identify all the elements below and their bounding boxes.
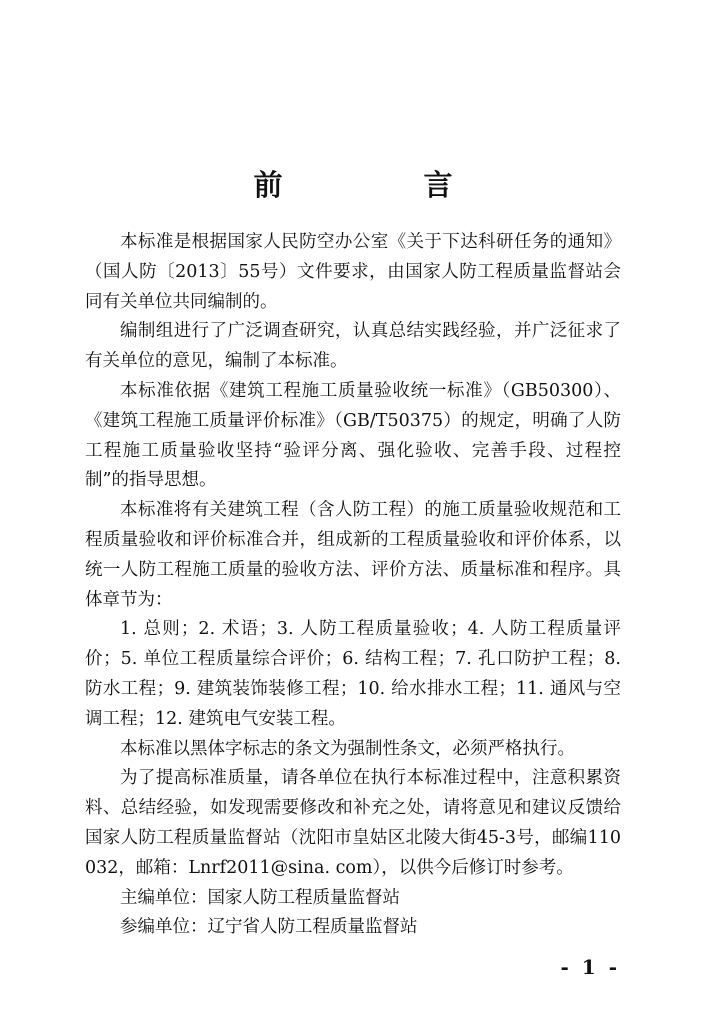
paragraph-references: 本标准依据《建筑工程施工质量验收统一标准》（GB50300）、《建筑工程施工质量评价标准》（GB/T50375）的规定，明确了人防工程施工质量验收坚持“验评分离、强化验收、完善手段、过程控制”的指导思想。 [85,380,621,491]
paragraph-chapters: 1. 总则；2. 术语；3. 人防工程质量验收；4. 人防工程质量评价；5. 单位工程质量综合评价；6. 结构工程；7. 孔口防护工程；8. 防水工程；9. 建筑装饰装修工程；10. 给水排水工程；11. 通风与空调工程；12. 建筑电气安装工程。 [85,619,621,729]
paragraph-mandatory: 本标准以黑体字标志的条文为强制性条文，必须严格执行。 [120,738,575,759]
participating-unit: 参编单位：辽宁省人防工程质量监督站 [120,917,418,938]
chief-editor-unit: 主编单位：国家人防工程质量监督站 [120,887,400,908]
paragraph-feedback: 为了提高标准质量，请各单位在执行本标准过程中，注意积累资料、总结经验，如发现需要修改和补充之处，请将意见和建议反馈给国家人防工程质量监督站（沈阳市皇姑区北陵大街45-3号，邮编110032，邮箱：Lnrf2011@sina. com），以供今后修订时参考。 [85,768,621,878]
preface-body [85,228,621,943]
page-number: - 1 - [560,955,620,979]
page-title: 前 言 [253,168,509,203]
paragraph-research: 编制组进行了广泛调查研究，认真总结实践经验，并广泛征求了有关单位的意见，编制了本标准。 [85,321,621,372]
paragraph-basis: 本标准是根据国家人民防空办公室《关于下达科研任务的通知》（国人防〔2013〕55号）文件要求，由国家人防工程质量监督站会同有关单位共同编制的。 [85,232,621,312]
paragraph-system: 本标准将有关建筑工程（含人防工程）的施工质量验收规范和工程质量验收和评价标准合并，组成新的工程质量验收和评价体系，以统一人防工程施工质量的验收方法、评价方法、质量标准和程序。具体章节为： [85,500,621,610]
